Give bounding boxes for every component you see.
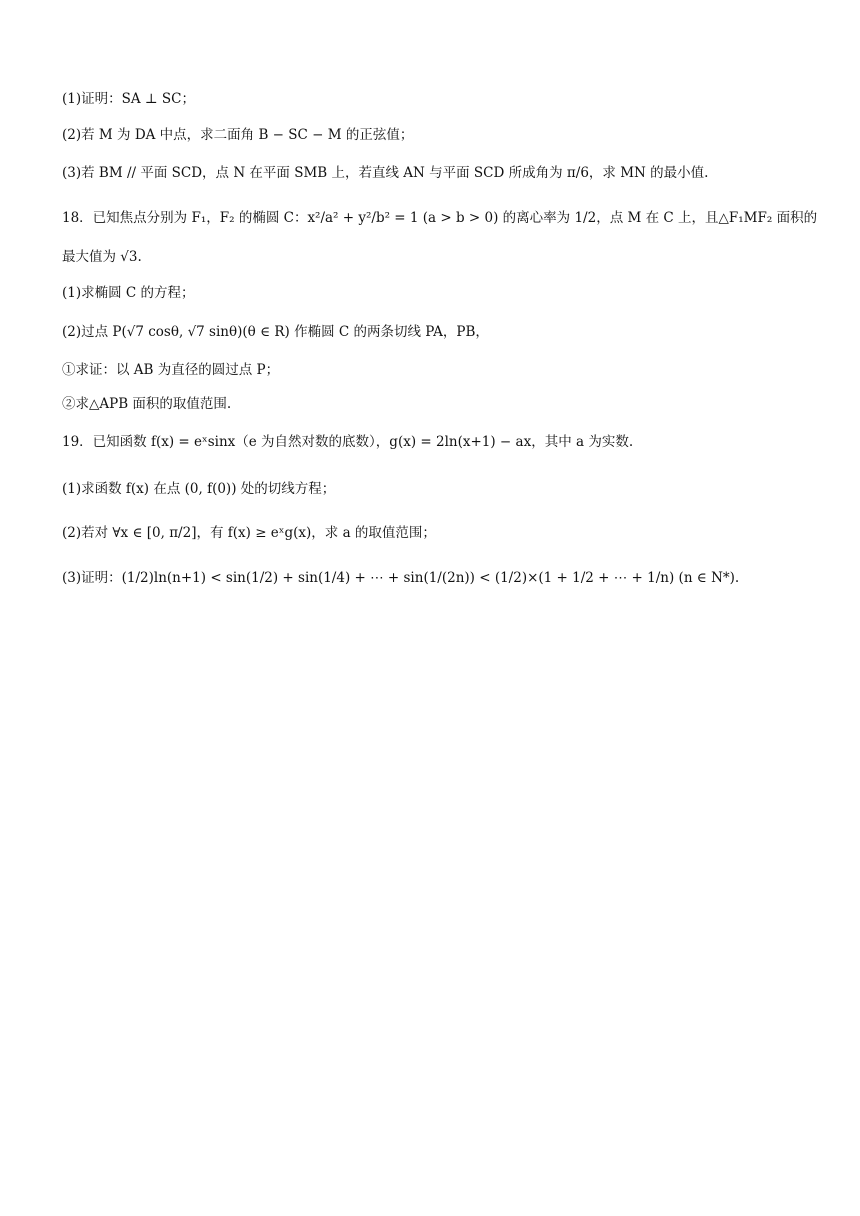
p17-part2: (2)若 M 为 DA 中点，求二面角 B − SC − M 的正弦值； — [62, 127, 414, 143]
p19-part1: (1)求函数 f(x) 在点 (0, f(0)) 处的切线方程； — [62, 481, 336, 497]
p19-part3: (3)证明：(1/2)ln(n+1) < sin(1/2) + sin(1/4) + ⋯ + sin(1/(2n)) < (1/2)×(1 + 1/2 + ⋯ + 1/n) (n ∈ N*). — [62, 570, 740, 586]
p19-part2: (2)若对 ∀x ∈ [0, π/2]，有 f(x) ≥ eˣg(x)，求 a 的取值范围； — [62, 525, 436, 541]
p17-part3: (3)若 BM // 平面 SCD，点 N 在平面 SMB 上，若直线 AN 与平面 SCD 所成角为 π/6，求 MN 的最小值. — [62, 165, 709, 181]
p18-stem-line2: 最大值为 √3. — [62, 249, 142, 265]
p18-sub2: ②求△APB 面积的取值范围. — [62, 396, 232, 412]
p17-part1: (1)证明：SA ⊥ SC； — [62, 91, 195, 107]
p18-sub1: ①求证：以 AB 为直径的圆过点 P； — [62, 362, 280, 378]
p18-part2: (2)过点 P(√7 cosθ, √7 sinθ)(θ ∈ R) 作椭圆 C 的两条切线 PA，PB， — [62, 324, 489, 340]
p18-stem-line1: 18．已知焦点分别为 F₁，F₂ 的椭圆 C：x²/a² + y²/b² = 1 (a > b > 0) 的离心率为 1/2，点 M 在 C 上，且△F₁MF₂ 面积的 — [62, 210, 818, 226]
p19-stem: 19．已知函数 f(x) = eˣsinx（e 为自然对数的底数），g(x) = 2ln(x+1) − ax，其中 a 为实数. — [62, 434, 634, 450]
p18-part1: (1)求椭圆 C 的方程； — [62, 285, 195, 301]
